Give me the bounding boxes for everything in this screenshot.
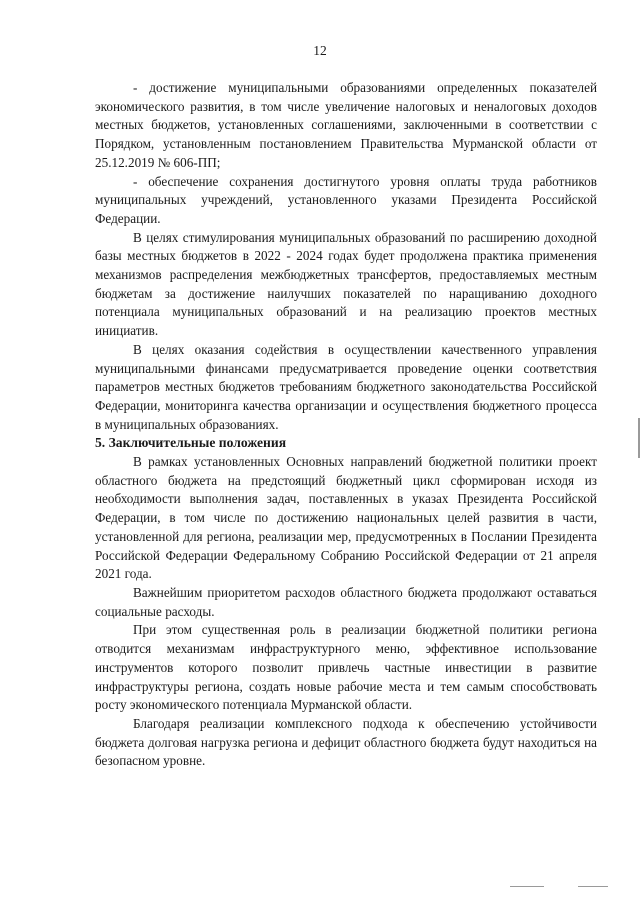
document-body: [95, 79, 597, 771]
paragraph: При этом существенная роль в реализации бюджетной политики региона отводится механизмам инфраструктурного меню, эффективное использование инструментов которого позволит привлечь частные инвестиции в развитие инфраструктуры региона, создать новые рабочие места и тем самым способствовать росту экономического потенциала Мурманской области.: [95, 622, 597, 713]
scan-edge-mark: [510, 886, 544, 887]
paragraph: - обеспечение сохранения достигнутого уровня оплаты труда работников муниципальных учреждений, установленного указами Президента Российской Федерации.: [95, 173, 597, 226]
page-number: 12: [313, 43, 327, 58]
paragraph: Важнейшим приоритетом расходов областного бюджета продолжают оставаться социальные расходы.: [95, 584, 597, 619]
paragraph: В целях стимулирования муниципальных образований по расширению доходной базы местных бюджетов в 2022 - 2024 годах будет продолжена практика применения механизмов распределения межбюджетных трансфертов, предоставляемых местным бюджетам за достижение наилучших показателей по наращиванию доходного потенциала муниципальных образований и на реализацию проектов местных инициатив.: [95, 229, 597, 339]
paragraph: Благодаря реализации комплексного подхода к обеспечению устойчивости бюджета долговая нагрузка региона и дефицит областного бюджета будут находиться на безопасном уровне.: [95, 715, 597, 769]
scan-edge-mark: [578, 886, 608, 887]
paragraph: В целях оказания содействия в осуществлении качественного управления муниципальными финансами предусматривается проведение оценки соответствия параметров местных бюджетов требованиям бюджетного законодательства Российской Федерации, мониторинга качества организации и осуществления бюджетного процесса в муниципальных образованиях.: [95, 341, 597, 432]
paragraph: - достижение муниципальными образованиями определенных показателей экономического развития, в том числе увеличение налоговых и неналоговых доходов местных бюджетов, установленных соглашениями, заключенными в соответствии с Порядком, установленным постановлением Правительства Мурманской области от 25.12.2019 № 606-ПП;: [95, 80, 597, 170]
paragraph: В рамках установленных Основных направлений бюджетной политики проект областного бюджета на предстоящий бюджетный цикл сформирован исходя из необходимости выполнения задач, поставленных в указах Президента Российской Федерации, в том числе по достижению национальных целей развития в части, установленной для региона, реализации мер, предусмотренных в Послании Президента Российской Федерации Федеральному Собранию Российской Федерации от 21 апреля 2021 года.: [95, 454, 597, 582]
section-title: 5. Заключительные положения: [95, 435, 287, 451]
